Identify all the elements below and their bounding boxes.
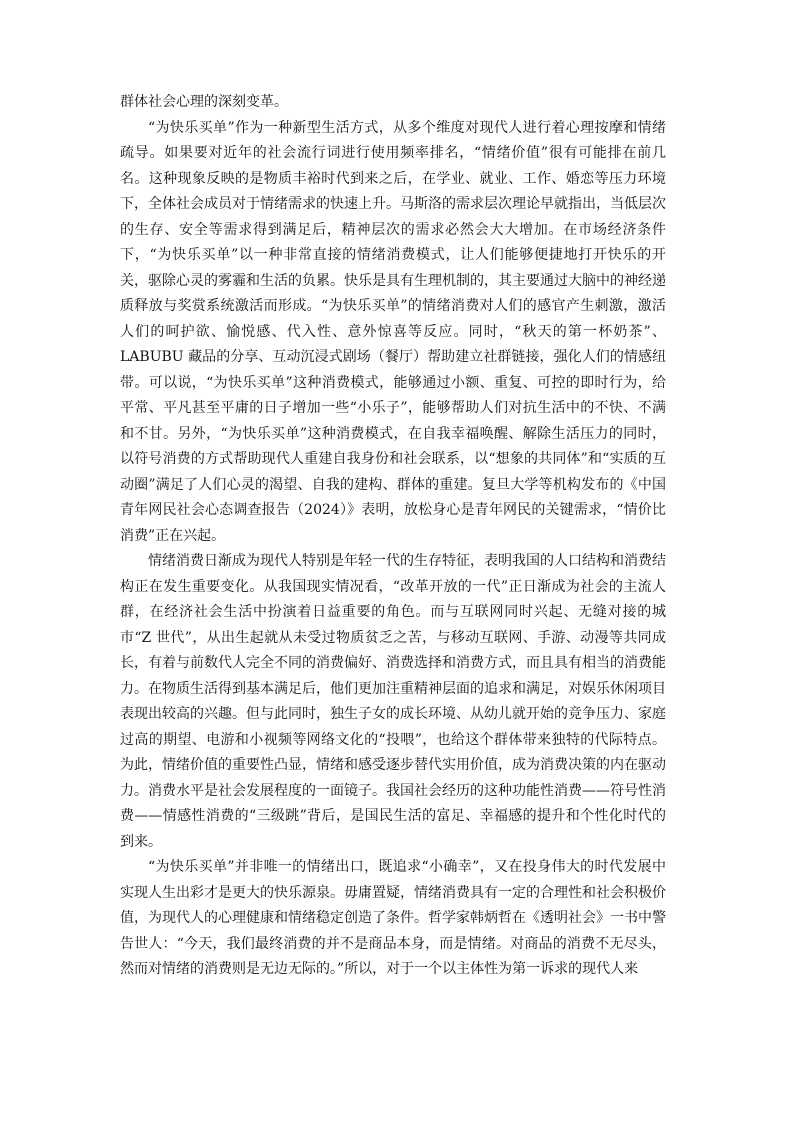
paragraph-emotional-outlet: “为快乐买单”并非唯一的情绪出口，既追求“小确幸”，又在投身伟大的时代发展中实现人生出彩才是更大的快乐源泉。毋庸置疑，情绪消费具有一定的合理性和社会积极价值，为现代人的心理健康和情绪稳定创造了条件。哲学家韩炳哲在《透明社会》一书中警告世人：“今天，我们最终消费的并不是商品本身，而是情绪。对商品的消费不无尽头，然而对情绪的消费则是无边无际的。”所以，对于一个以主体性为第一诉求的现代人来: [120, 859, 666, 977]
paragraph-happiness-consumption: “为快乐买单”作为一种新型生活方式，从多个维度对现代人进行着心理按摩和情绪疏导。如果要对近年的社会流行词进行使用频率排名，“情绪价值”很有可能排在前几名。这种现象反映的是物质丰裕时代到来之后，在学业、就业、工作、婚恋等压力环境下，全体社会成员对于情绪需求的快速上升。马斯洛的需求层次理论早就指出，当低层次的生存、安全等需求得到满足后，精神层次的需求必然会大大增加。在市场经济条件下，“为快乐买单”以一种非常直接的情绪消费模式，让人们能够便捷地打开快乐的开关，驱除心灵的雾霾和生活的负累。快乐是具有生理机制的，其主要通过大脑中的神经递质释放与奖赏系统激活而形成。“为快乐买单”的情绪消费对人们的感官产生刺激，激活人们的呵护欲、愉悦感、代入性、意外惊喜等反应。同时，“秋天的第一杯奶茶”、LABUBU 藏品的分享、互动沉浸式剧场（餐厅）帮助建立社群链接，强化人们的情感纽带。可以说，“为快乐买单”这种消费模式，能够通过小额、重复、可控的即时行为，给平常、平凡甚至平庸的日子增加一些“小乐子”，能够帮助人们对抗生活中的不快、不满和不甘。另外，“为快乐买单”这种消费模式，在自我幸福唤醒、解除生活压力的同时，以符号消费的方式帮助现代人重建自我身份和社会联系，以“想象的共同体”和“实质的互动圈”满足了人们心灵的渴望、自我的建构、群体的重建。复旦大学等机构发布的《中国青年网民社会心态调查报告（2024）》表明，放松身心是青年网民的关键需求，“情价比消费”正在兴起。: [120, 119, 666, 544]
document-body: [120, 90, 666, 983]
paragraph-continuation: 群体社会心理的深刻变革。: [120, 94, 288, 110]
paragraph-emotional-consumption-trend: 情绪消费日渐成为现代人特别是年轻一代的生存特征，表明我国的人口结构和消费结构正在发生重要变化。从我国现实情况看，“改革开放的一代”正日渐成为社会的主流人群，在经济社会生活中扮演着日益重要的角色。而与互联网同时兴起、无缝对接的城市“Z 世代”，从出生起就从未受过物质贫乏之苦，与移动互联网、手游、动漫等共同成长，有着与前数代人完全不同的消费偏好、消费选择和消费方式，而且具有相当的消费能力。在物质生活得到基本满足后，他们更加注重精神层面的追求和满足，对娱乐休闲项目表现出较高的兴趣。但与此同时，独生子女的成长环境、从幼儿就开始的竞争压力、家庭过高的期望、电游和小视频等网络文化的“投喂”，也给这个群体带来独特的代际特点。为此，情绪价值的重要性凸显，情绪和感受逐步替代实用价值，成为消费决策的内在驱动力。消费水平是社会发展程度的一面镜子。我国社会经历的这种功能性消费——符号性消费——情感性消费的“三级跳”背后，是国民生活的富足、幸福感的提升和个性化时代的到来。: [120, 553, 666, 850]
